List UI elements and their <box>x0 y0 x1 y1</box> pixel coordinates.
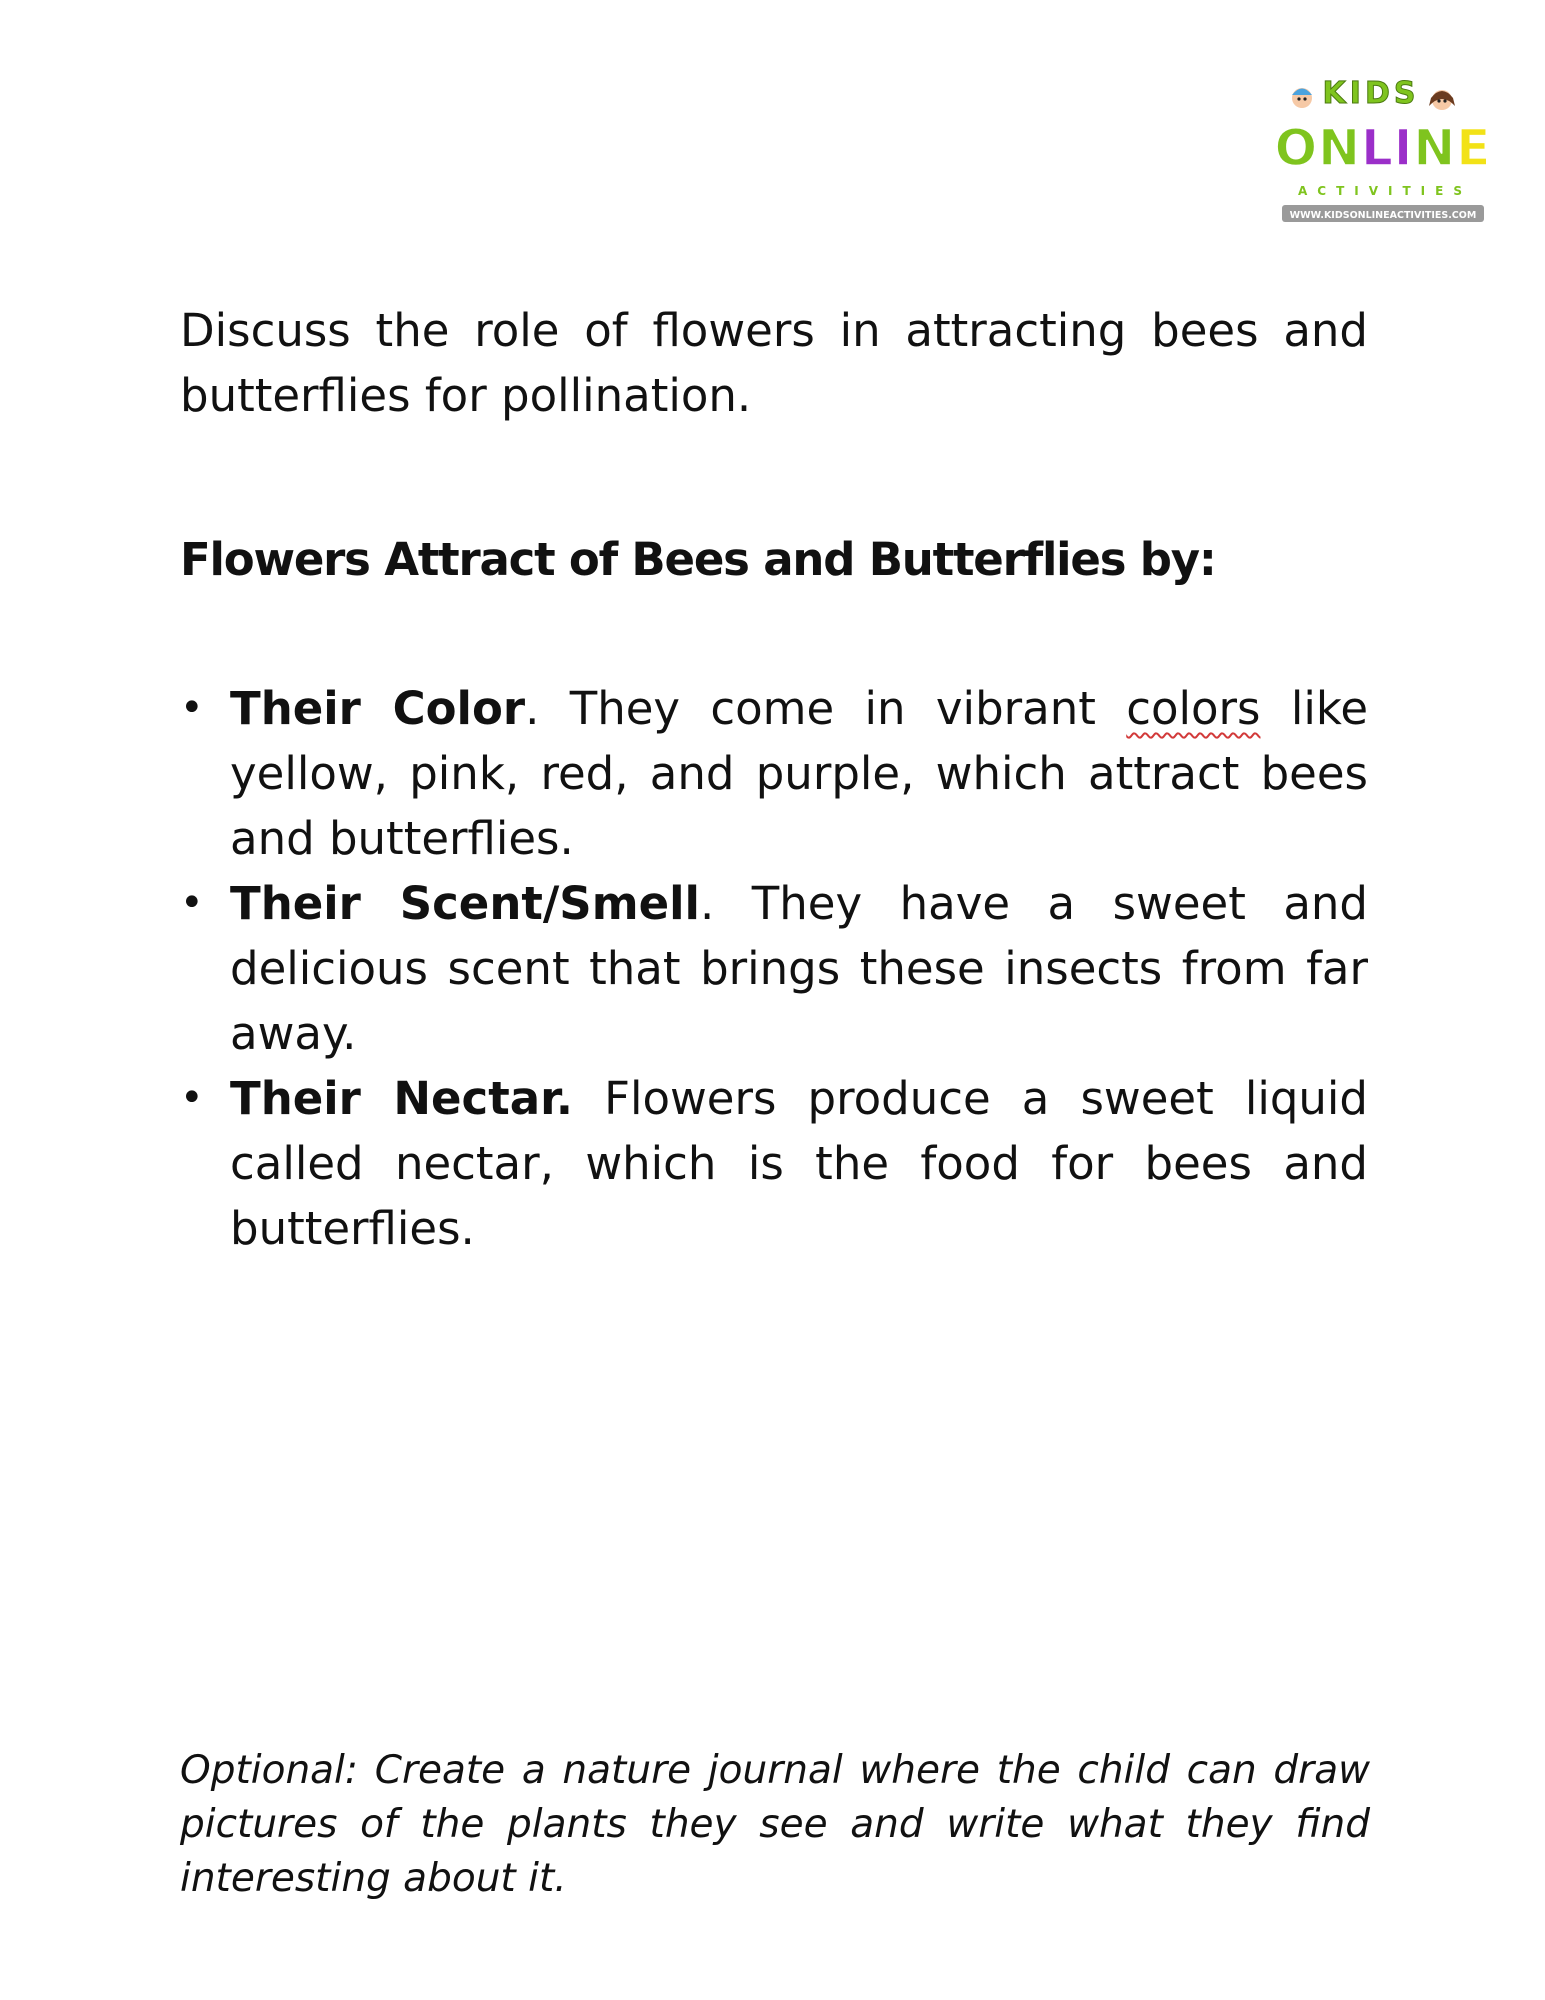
section-heading: Flowers Attract of Bees and Butterflies by: <box>180 533 1216 586</box>
bullet-icon: • <box>180 1075 204 1121</box>
logo-activities-text: ACTIVITIES <box>1298 184 1472 198</box>
attraction-list <box>180 676 1368 1261</box>
girl-face-icon <box>1429 90 1455 110</box>
list-item-scent <box>180 871 1368 1066</box>
point-term-punct: . <box>525 682 540 735</box>
point-text: They come in vibrant <box>539 682 1127 735</box>
bullet-icon: • <box>180 880 204 926</box>
point-term: Their Scent/Smell <box>230 877 700 930</box>
point-text: They have a sweet and delicious scent that brings these insects from far away. <box>230 877 1368 1060</box>
spellcheck-flagged-word: colors <box>1126 682 1261 735</box>
optional-note: Optional: Create a nature journal where the child can draw pictures of the plants they see and write what they find interesting about it. <box>180 1748 1370 1901</box>
boy-face-icon <box>1292 88 1312 108</box>
list-item-nectar <box>180 1066 1368 1261</box>
point-term: Their Nectar. <box>230 1072 573 1125</box>
point-term-punct: . <box>699 877 715 930</box>
logo-online-text: ONLINE <box>1274 119 1492 177</box>
point-text: Flowers produce a sweet liquid called nectar, which is the food for bees and butterflies. <box>230 1072 1368 1255</box>
logo-kids-text: KIDS <box>1322 76 1420 111</box>
worksheet-content <box>180 298 1368 1261</box>
kids-online-activities-logo <box>1268 62 1498 232</box>
point-text: like yellow, pink, red, and purple, which attract bees and butterflies. <box>230 682 1368 865</box>
list-item-color <box>180 676 1368 871</box>
bullet-icon: • <box>180 685 204 731</box>
point-term: Their Color <box>230 682 526 735</box>
logo-url-text: WWW.KIDSONLINEACTIVITIES.COM <box>1289 210 1477 221</box>
discussion-prompt: Discuss the role of flowers in attracting bees and butterflies for pollination. <box>180 304 1368 422</box>
